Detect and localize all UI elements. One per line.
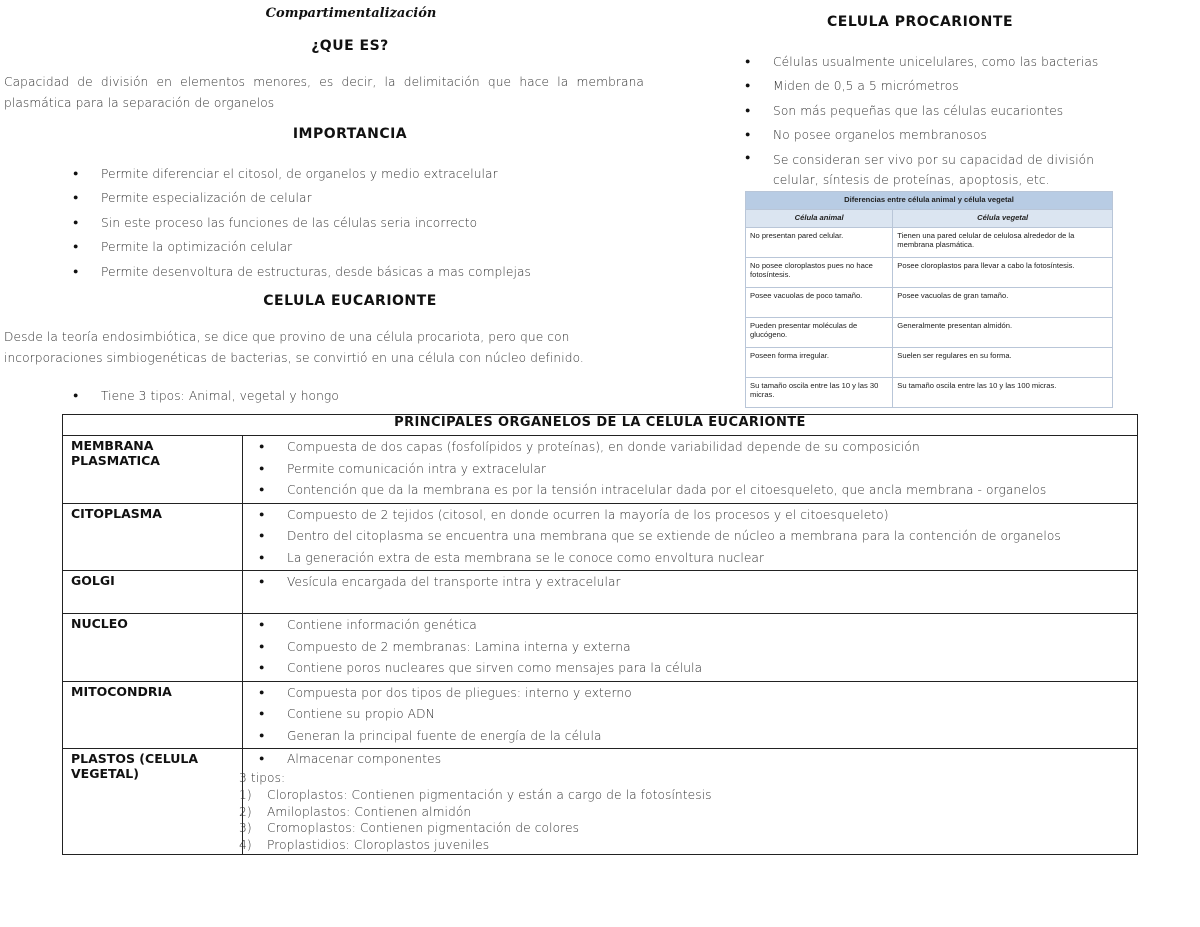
list-item: ● Compuesta de dos capas (fosfolípidos y proteínas), en donde variabilidad depende de su composición [259,437,1137,459]
list-item: ● Células usualmente unicelulares, como las bacterias [745,50,1135,74]
list-item: ● Compuesto de 2 tejidos (citosol, en donde ocurren la mayoría de los procesos y el citoesqueleto) [259,505,1137,527]
eucarionte-paragraph: Desde la teoría endosimbiótica, se dice que provino de una célula procariota, pero que con incorporaciones simbiogenéticas de bacterias, se convirtió en una célula con núcleo definido. [4,330,584,365]
list-item: 3) Cromoplastos: Contienen pigmentación de colores [239,821,580,835]
table-row [63,571,1138,614]
table-cell: Generalmente presentan almidón. [893,318,1113,348]
table-row [746,228,1113,258]
procarionte-heading: CELULA PROCARIONTE [826,14,1014,30]
importancia-list [73,162,663,284]
procarionte-list [745,50,1135,190]
table-cell: Poseen forma irregular. [746,348,893,378]
list-item: ● No posee organelos membranosos [745,123,1135,147]
animal-vegetal-differences-table [745,191,1113,408]
list-item: ● Se consideran ser vivo por su capacidad de división celular, síntesis de proteínas, apoptosis, etc. [745,148,1135,190]
table-cell: Pueden presentar moléculas de glucógeno. [746,318,893,348]
list-item: ● Permite desenvoltura de estructuras, desde básicas a mas complejas [73,260,663,284]
tipos-label: 3 tipos: [239,771,286,785]
table-row [746,288,1113,318]
table-row [63,681,1138,749]
table-row [746,318,1113,348]
list-item: ● Contención que da la membrana es por la tensión intracelular dada por el citoesqueleto, que ancla membrana - organelos [259,480,1137,502]
table-row [63,503,1138,571]
table-row [63,749,1138,855]
que-es-heading: ¿QUE ES? [311,38,389,54]
list-item: ● Permite comunicación intra y extracelular [259,459,1137,481]
organelle-name: MITOCONDRIA [63,681,243,749]
organelle-items [259,683,1137,748]
eucarionte-list [73,386,663,406]
organelle-items [259,572,1137,594]
list-item: ● Permite la optimización celular [73,235,663,259]
table-row [746,258,1113,288]
organelle-name: CITOPLASMA [63,503,243,571]
list-item: ● Contiene su propio ADN [259,704,1137,726]
table-row [63,614,1138,682]
list-item: ● Compuesto de 2 membranas: Lamina interna y externa [259,637,1137,659]
column-header-vegetal: Célula vegetal [893,210,1113,228]
organelle-items [259,505,1137,570]
table-cell: Tienen una pared celular de celulosa alrededor de la membrana plasmática. [893,228,1113,258]
organelle-items [259,615,1137,680]
list-item: ● Compuesta por dos tipos de pliegues: interno y externo [259,683,1137,705]
list-item: ● Dentro del citoplasma se encuentra una membrana que se extiende de núcleo a membrana para la contención de organelos [259,526,1137,548]
list-item: 1) Cloroplastos: Contienen pigmentación y están a cargo de la fotosíntesis [239,788,712,802]
list-item: ● Contiene poros nucleares que sirven como mensajes para la célula [259,658,1137,680]
table-cell: Su tamaño oscila entre las 10 y las 100 micras. [893,378,1113,408]
list-item: ● Sin este proceso las funciones de las células seria incorrecto [73,211,663,235]
document-title: Compartimentalización [265,6,437,21]
table-row [746,348,1113,378]
plastos-tipos-list [239,787,1137,853]
table-row [63,436,1138,504]
table-cell: Suelen ser regulares en su forma. [893,348,1113,378]
list-item: ● Vesícula encargada del transporte intra y extracelular [259,572,1137,594]
list-item: ● Miden de 0,5 a 5 micrómetros [745,74,1135,98]
list-item: ● Tiene 3 tipos: Animal, vegetal y hongo [73,386,663,406]
table-cell: Posee cloroplastos para llevar a cabo la fotosíntesis. [893,258,1113,288]
list-item: ● Almacenar componentes [259,750,1137,769]
list-item: ● Permite diferenciar el citosol, de organelos y medio extracelular [73,162,663,186]
organelle-name: MEMBRANA PLASMATICA [63,436,243,504]
list-item: 4) Proplastidios: Cloroplastos juveniles [239,837,490,852]
list-item: ● La generación extra de esta membrana se le conoce como envoltura nuclear [259,548,1137,570]
list-item: 2) Amiloplastos: Contienen almidón [239,804,472,819]
list-item: ● Generan la principal fuente de energía de la célula [259,726,1137,748]
organelle-items [259,437,1137,502]
table-title: Diferencias entre célula animal y célula vegetal [746,192,1113,210]
organelles-table [62,414,1138,855]
organelles-table-caption: PRINCIPALES ORGANELOS DE LA CELULA EUCARIONTE [63,415,1138,436]
list-item: ● Contiene información genética [259,615,1137,637]
organelle-name: PLASTOS (CELULA VEGETAL) [63,749,243,855]
table-row [746,378,1113,408]
eucarionte-heading: CELULA EUCARIONTE [263,293,437,309]
importancia-heading: IMPORTANCIA [292,126,408,142]
table-cell: No presentan pared celular. [746,228,893,258]
definition-paragraph: Capacidad de división en elementos menores, es decir, la delimitación que hace la membrana plasmática para la separación de organelos [4,75,644,110]
table-cell: Su tamaño oscila entre las 10 y las 30 micras. [746,378,893,408]
column-header-animal: Célula animal [746,210,893,228]
table-cell: Posee vacuolas de poco tamaño. [746,288,893,318]
list-item: ● Permite especialización de celular [73,186,663,210]
organelle-name: GOLGI [63,571,243,614]
organelle-name: NUCLEO [63,614,243,682]
organelle-items [259,750,1137,769]
list-item: ● Son más pequeñas que las células eucariontes [745,99,1135,123]
table-cell: Posee vacuolas de gran tamaño. [893,288,1113,318]
table-cell: No posee cloroplastos pues no hace fotosíntesis. [746,258,893,288]
